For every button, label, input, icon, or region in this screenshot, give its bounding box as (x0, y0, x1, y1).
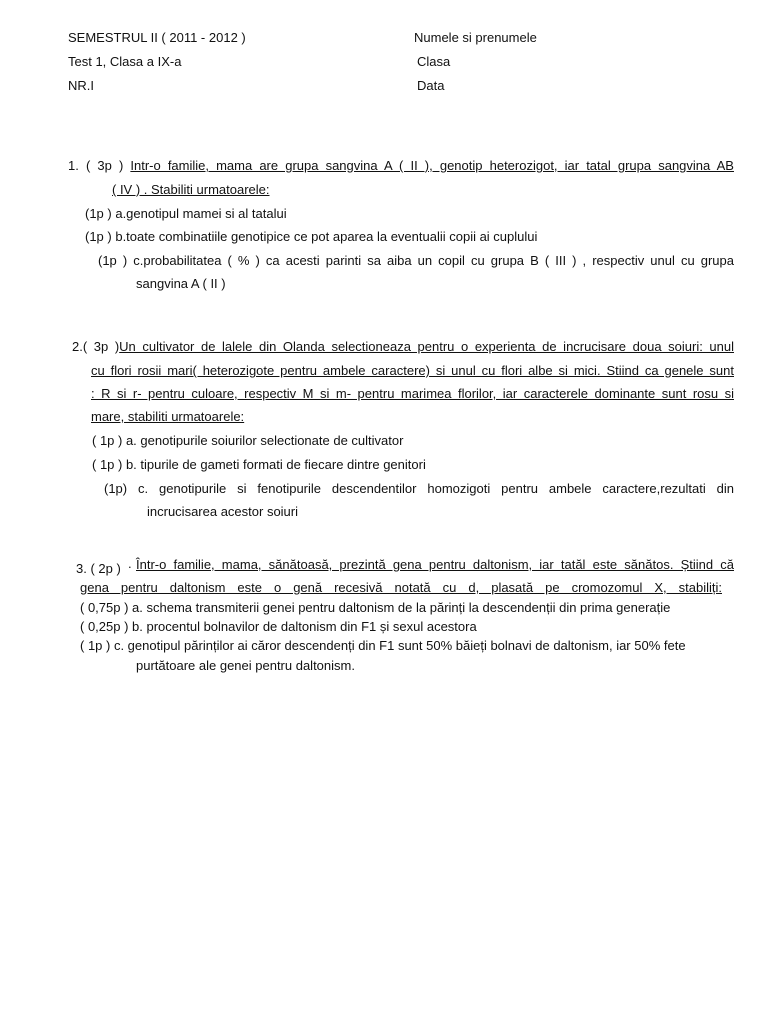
nr-label: NR.I (68, 78, 94, 93)
q3-line-1: Într-o familie, mama, sănătoasă, prezintă gena pentru daltonism, iar tatăl este sănătos. Știind că (136, 557, 734, 572)
q1-sub-b: (1p ) b.toate combinatiile genotipice ce pot aparea la eventualii copii ai cuplului (85, 229, 538, 244)
q2-line-3: : R si r- pentru culoare, respectiv M si m- pentru marimea florilor, iar caracterele dominante sunt rosu si (91, 386, 734, 401)
q2-sub-b: ( 1p ) b. tipurile de gameti formati de fiecare dintre genitori (92, 457, 426, 472)
q2-sub-a: ( 1p ) a. genotipurile soiurilor selectionate de cultivator (92, 433, 404, 448)
class-label: Clasa (417, 54, 451, 69)
q2-sub-c-2: incrucisarea acestor soiuri (147, 504, 299, 519)
q1-prefix: 1. ( 3p ) (68, 158, 131, 173)
q1-line-2: ( IV ) . Stabiliti urmatoarele: (112, 182, 270, 197)
name-label: Numele si prenumele (414, 30, 537, 45)
q1-line-1 (68, 158, 734, 173)
q1-sub-c-2: sangvina A ( II ) (136, 276, 226, 291)
q1-sub-a: (1p ) a.genotipul mamei si al tatalui (85, 206, 287, 221)
q3-sub-b: ( 0,25p ) b. procentul bolnavilor de daltonism din F1 și sexul acestora (80, 619, 477, 634)
q1-sub-c-1: (1p ) c.probabilitatea ( % ) ca acesti parinti sa aiba un copil cu grupa B ( III ) , respectiv unul cu grupa (98, 253, 734, 268)
q3-sub-c-1: ( 1p ) c. genotipul părinților ai căror descendenți din F1 sunt 50% băieți bolnavi de daltonism, iar 50% fete (80, 638, 686, 653)
q3-dot: . (128, 556, 132, 571)
q2-sub-c-1: (1p) c. genotipurile si fenotipurile descendentilor homozigoti pentru ambele caractere,rezultati din (104, 481, 734, 496)
test-label: Test 1, Clasa a IX-a (68, 54, 182, 69)
semester-label: SEMESTRUL II ( 2011 - 2012 ) (68, 30, 246, 45)
q3-line-2: gena pentru daltonism este o genă recesivă notată cu d, plasată pe cromozomul X, stabiliți: (80, 580, 722, 595)
q2-line-1 (72, 339, 734, 354)
q1-text-1: Intr-o familie, mama are grupa sangvina A ( II ), genotip heterozigot, iar tatal grupa sangvina AB (130, 158, 734, 173)
q3-sub-a: ( 0,75p ) a. schema transmiterii genei pentru daltonism de la părinți la descendenții din prima generație (80, 600, 671, 615)
date-label: Data (417, 78, 445, 93)
q2-text-1: Un cultivator de lalele din Olanda selectioneaza pentru o experienta de incrucisare doua soiuri: unul (119, 339, 734, 354)
q3-prefix: 3. ( 2p ) (76, 561, 121, 576)
q3-sub-c-2: purtătoare ale genei pentru daltonism. (136, 658, 355, 673)
q2-line-4: mare, stabiliti urmatoarele: (91, 409, 245, 424)
q2-line-2: cu flori rosii mari( heterozigote pentru ambele caractere) si unul cu flori albe si mici. Stiind ca genele sunt (91, 363, 734, 378)
q2-prefix: 2.( 3p ) (72, 339, 120, 354)
